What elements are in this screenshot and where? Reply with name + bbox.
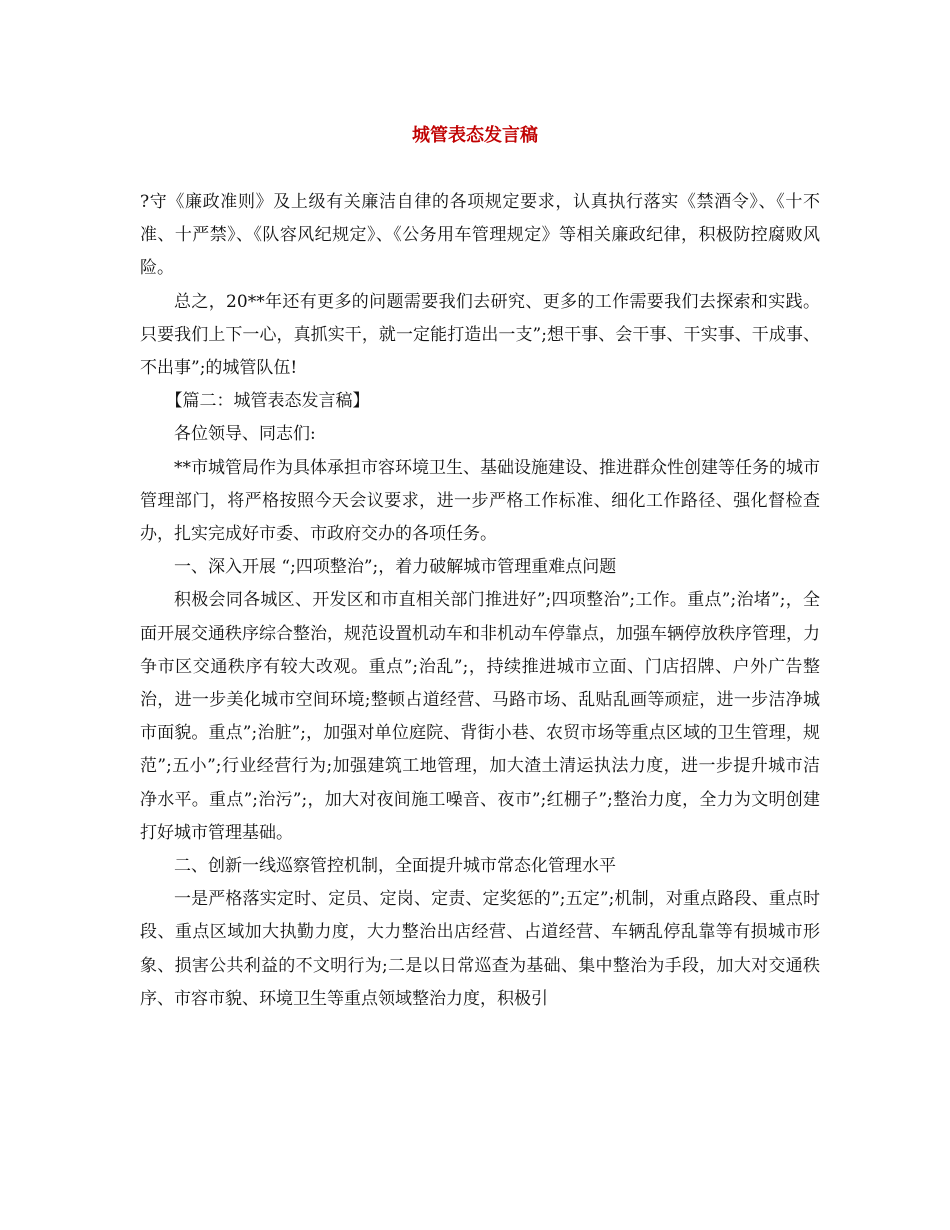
paragraph-summary: 总之，20**年还有更多的问题需要我们去研究、更多的工作需要我们去探索和实践。只要我们上下一心，真抓实干，就一定能打造出一支”;想干事、会干事、干实事、干成事、不出事”;的城管队伍! [140, 291, 820, 379]
section-heading-one: 一、深入开展 “;四项整治”;，着力破解城市管理重难点问题 [174, 557, 617, 578]
paragraph-four-rectifications: 积极会同各城区、开发区和市直相关部门推进好”;四项整治”;工作。重点”;治堵”;，全面开展交通秩序综合整治，规范设置机动车和非机动车停靠点，加强车辆停放秩序管理，力争市区交通秩序有较大改观。重点”;治乱”;，持续推进城市立面、门店招牌、户外广告整治，进一步美化城市空间环境;整顿占道经营、马路市场、乱贴乱画等顽症，进一步洁净城市面貌。重点”;治脏”;，加强对单位庭院、背街小巷、农贸市场等重点区域的卫生管理，规范”;五小”;行业经营行为;加强建筑工地管理，加大渣土清运执法力度，进一步提升城市洁净水平。重点”;治污”;，加大对夜间施工噪音、夜市”;红棚子”;整治力度，全力为文明创建打好城市管理基础。 [140, 590, 820, 843]
paragraph-intro: **市城管局作为具体承担市容环境卫生、基础设施建设、推进群众性创建等任务的城市管理部门，将严格按照今天会议要求，进一步严格工作标准、细化工作路径、强化督检查办，扎实完成好市委、市政府交办的各项任务。 [140, 457, 820, 545]
section-heading-part-two: 【篇二：城管表态发言稿】 [165, 391, 370, 412]
section-heading-two: 二、创新一线巡察管控机制，全面提升城市常态化管理水平 [174, 856, 616, 877]
paragraph-patrol-mechanism: 一是严格落实定时、定员、定岗、定责、定奖惩的”;五定”;机制，对重点路段、重点时段、重点区域加大执勤力度，大力整治出店经营、占道经营、车辆乱停乱靠等有损城市形象、损害公共利益的不文明行为;二是以日常巡查为基础、集中整治为手段，加大对交通秩序、市容市貌、环境卫生等重点领域整治力度，积极引 [140, 889, 820, 1009]
salutation: 各位领导、同志们: [174, 424, 316, 445]
document-body [140, 186, 820, 1016]
paragraph-continuation: ?守《廉政准则》及上级有关廉洁自律的各项规定要求，认真执行落实《禁酒令》、《十不准、十严禁》、《队容风纪规定》、《公务用车管理规定》等相关廉政纪律，积极防控腐败风险。 [140, 192, 820, 279]
document-title: 城管表态发言稿 [412, 125, 538, 146]
